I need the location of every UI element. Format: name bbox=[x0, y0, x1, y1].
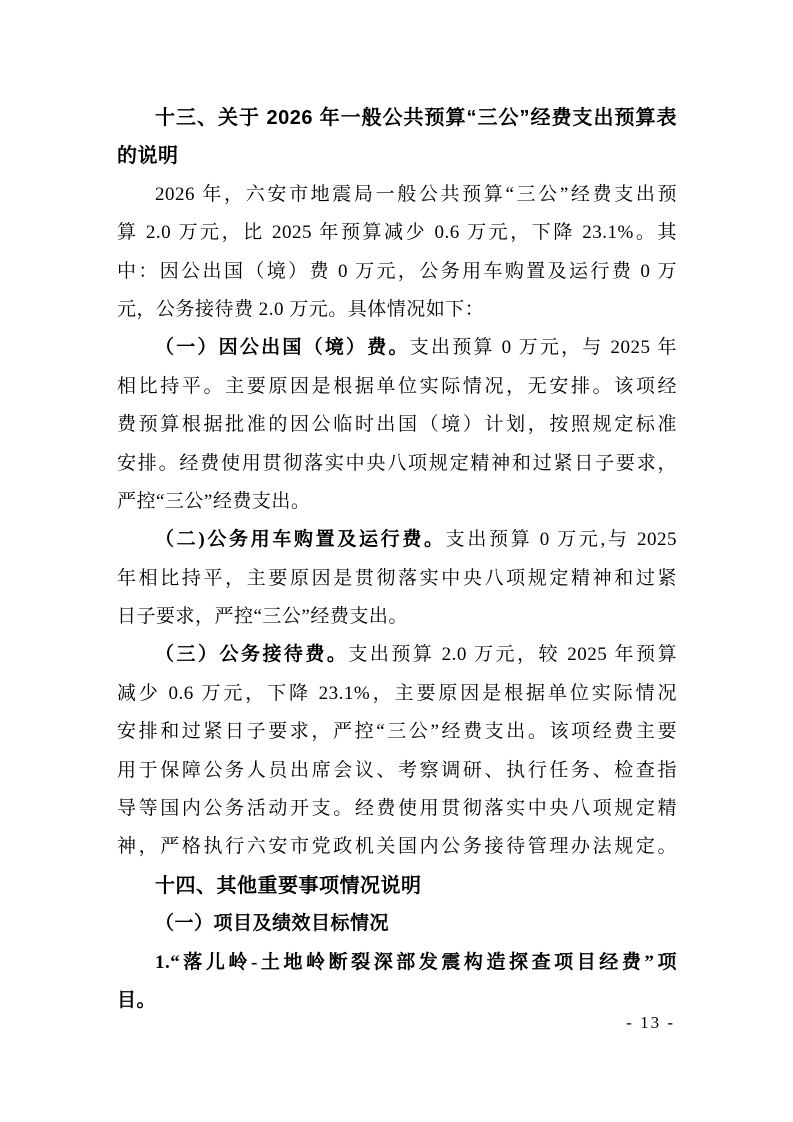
document-body bbox=[117, 99, 677, 1020]
para-reception-fee-line5 bbox=[117, 790, 677, 828]
text-run: 中：因公出国（境）费 0 万元，公务用车购置及运行费 0 万 bbox=[117, 260, 677, 282]
bold-text-run: （一）项目及绩效目标情况 bbox=[155, 913, 390, 935]
section-14-heading bbox=[117, 867, 677, 905]
para-overview-line4 bbox=[117, 291, 677, 329]
text-run: 日子要求，严控“三公”经费支出。 bbox=[117, 606, 408, 628]
bold-text-run: （一）因公出国（境）费。 bbox=[155, 337, 410, 359]
text-run: 安排和过紧日子要求，严控“三公”经费支出。该项经费主要 bbox=[117, 721, 677, 743]
bold-text-run: （二)公务用车购置及运行费。 bbox=[155, 529, 446, 551]
text-run: 神，严格执行六安市党政机关国内公务接待管理办法规定。 bbox=[117, 836, 677, 858]
para-reception-fee-line2 bbox=[117, 675, 677, 713]
page-number: - 13 - bbox=[626, 1013, 675, 1032]
para-overview-line3 bbox=[117, 253, 677, 291]
para-vehicle-fee-line1 bbox=[117, 521, 677, 559]
text-run: 支出预算 0 万元,与 2025 bbox=[445, 529, 677, 551]
text-run: 相比持平。主要原因是根据单位实际情况，无安排。该项经 bbox=[117, 375, 677, 397]
para-reception-fee-line6 bbox=[117, 828, 677, 866]
text-run: 减少 0.6 万元，下降 23.1%，主要原因是根据单位实际情况 bbox=[117, 682, 677, 704]
text-run: 元，公务接待费 2.0 万元。具体情况如下： bbox=[117, 298, 485, 320]
bold-text-run: 十四、其他重要事项情况说明 bbox=[155, 874, 422, 897]
para-abroad-fee-line5 bbox=[117, 483, 677, 521]
para-abroad-fee-line4 bbox=[117, 445, 677, 483]
para-reception-fee-line3 bbox=[117, 713, 677, 751]
para-overview-line2 bbox=[117, 214, 677, 252]
text-run: 安排。经费使用贯彻落实中央八项规定精神和过紧日子要求， bbox=[117, 452, 677, 474]
para-abroad-fee-line2 bbox=[117, 368, 677, 406]
bold-text-run: 十三、关于 2026 年一般公共预算“三公”经费支出预算表 bbox=[155, 107, 677, 129]
section-13-heading-line2 bbox=[117, 137, 677, 175]
text-run: 支出预算 0 万元，与 2025 年 bbox=[409, 337, 677, 359]
para-abroad-fee-line3 bbox=[117, 406, 677, 444]
bold-text-run: 的说明 bbox=[117, 145, 179, 168]
text-run: 2026 年，六安市地震局一般公共预算“三公”经费支出预 bbox=[155, 183, 677, 205]
para-vehicle-fee-line3 bbox=[117, 598, 677, 636]
para-reception-fee-line1 bbox=[117, 636, 677, 674]
project-1-title-line2 bbox=[117, 982, 677, 1020]
bold-text-run: 1.“落儿岭-土地岭断裂深部发震构造探查项目经费”项 bbox=[155, 951, 677, 973]
text-run: 导等国内公务活动开支。经费使用贯彻落实中央八项规定精 bbox=[117, 798, 677, 820]
para-abroad-fee-line1 bbox=[117, 329, 677, 367]
para-reception-fee-line4 bbox=[117, 752, 677, 790]
para-vehicle-fee-line2 bbox=[117, 560, 677, 598]
subheading-project-performance bbox=[117, 905, 677, 943]
bold-text-run: 目。 bbox=[117, 989, 157, 1011]
para-overview-line1 bbox=[117, 176, 677, 214]
text-run: 费预算根据批准的因公临时出国（境）计划，按照规定标准 bbox=[117, 414, 677, 436]
text-run: 用于保障公务人员出席会议、考察调研、执行任务、检查指 bbox=[117, 759, 677, 781]
text-run: 严控“三公”经费支出。 bbox=[117, 490, 311, 512]
project-1-title-line1 bbox=[117, 944, 677, 982]
text-run: 算 2.0 万元，比 2025 年预算减少 0.6 万元，下降 23.1%。其 bbox=[117, 222, 677, 244]
text-run: 年相比持平，主要原因是贯彻落实中央八项规定精神和过紧 bbox=[117, 567, 677, 589]
section-13-heading-line1 bbox=[117, 99, 677, 137]
text-run: 支出预算 2.0 万元，较 2025 年预算 bbox=[348, 644, 677, 666]
bold-text-run: （三）公务接待费。 bbox=[155, 644, 349, 666]
